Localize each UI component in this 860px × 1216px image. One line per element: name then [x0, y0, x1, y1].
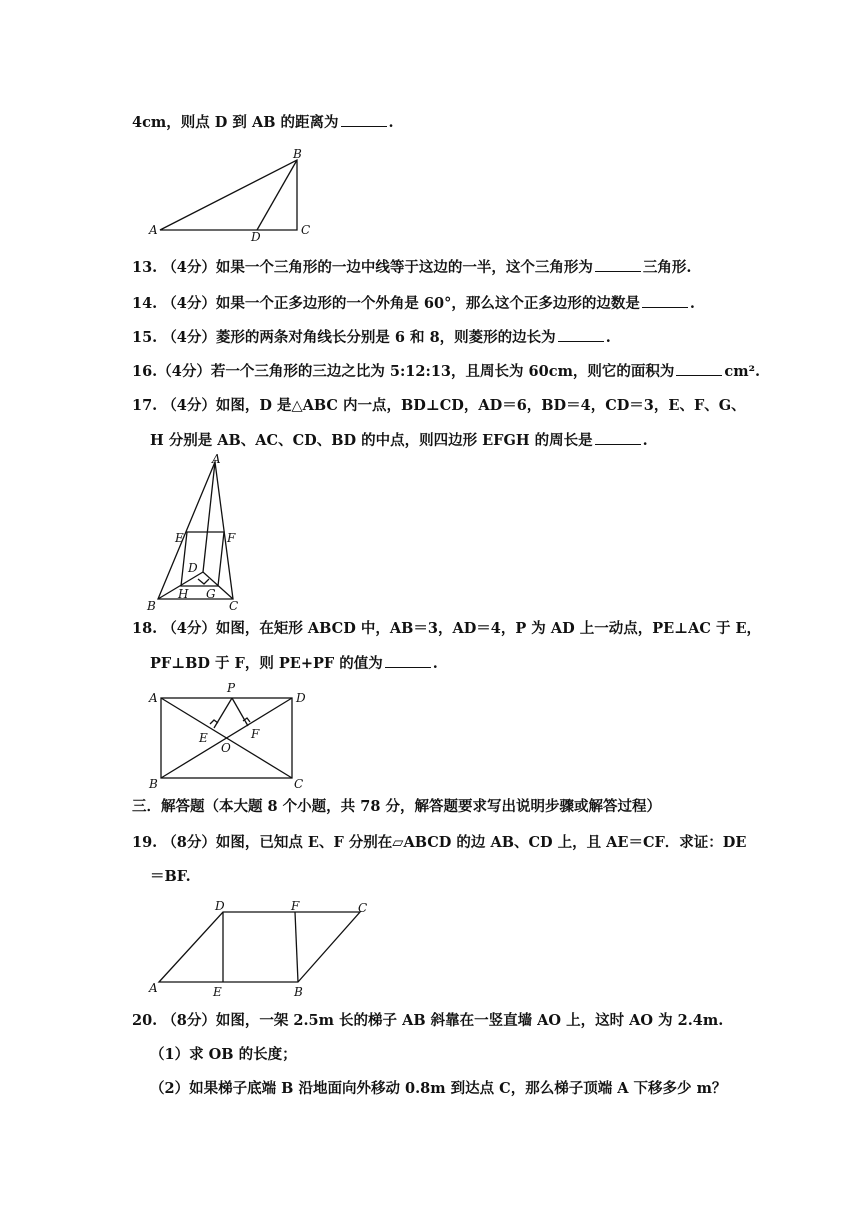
label-d: D: [188, 561, 198, 575]
question-19-line1: [132, 833, 746, 853]
q20-text: 20. （8分）如图，一架 2.5m 长的梯子 AB 斜靠在一竖直墙 AO 上，这时 AO 为 2.4m.: [132, 1012, 724, 1029]
q14-text: 14. （4分）如果一个正多边形的一个外角是 60°，那么这个正多边形的边数是: [132, 295, 640, 312]
figure-triangle-abd: [145, 142, 325, 246]
question-17-line2: [150, 430, 648, 451]
label-e: E: [199, 731, 208, 745]
answer-blank: [595, 257, 641, 272]
label-c: C: [301, 223, 311, 237]
segment-pe: [214, 698, 232, 728]
q18-text-b: PF⊥BD 于 F，则 PE+PF 的值为: [150, 655, 383, 672]
label-c: C: [229, 599, 239, 613]
question-14: [132, 293, 695, 314]
label-f: F: [251, 727, 260, 741]
label-f: F: [227, 531, 236, 545]
q20-part1-text: （1）求 OB 的长度；: [150, 1046, 297, 1063]
answer-blank: [595, 430, 641, 445]
q19-text-a: 19. （8分）如图，已知点 E、F 分别在▱ABCD 的边 AB、CD 上，且 AE＝CF．求证：DE: [132, 834, 747, 851]
label-e: E: [175, 531, 184, 545]
question-13: [132, 257, 691, 278]
label-b: B: [149, 777, 158, 790]
label-g: G: [206, 587, 216, 601]
q15-text: 15. （4分）菱形的两条对角线长分别是 6 和 8，则菱形的边长为: [132, 329, 556, 346]
question-20-part1: [150, 1045, 297, 1065]
figure-quadrilateral-efgh: [143, 452, 253, 618]
q16-text: 16.（4分）若一个三角形的三边之比为 5:12:13，且周长为 60cm，则它的面积为: [132, 363, 675, 380]
label-p: P: [227, 681, 236, 695]
question-20: [132, 1011, 723, 1031]
answer-blank: [341, 112, 387, 127]
question-16: [132, 361, 760, 382]
label-a: A: [149, 691, 158, 705]
label-a: A: [212, 452, 221, 466]
segment-ad: [203, 462, 215, 572]
label-d: D: [251, 230, 261, 242]
q12-end: .: [388, 114, 394, 131]
q17-text-b: H 分别是 AB、AC、CD、BD 的中点，则四边形 EFGH 的周长是: [150, 432, 593, 449]
parallelogram-abcd: [159, 912, 360, 982]
right-angle-marker-d: [198, 579, 209, 584]
question-17-line1: [132, 396, 746, 416]
answer-blank: [385, 653, 431, 668]
q16-end: cm².: [724, 363, 760, 380]
label-a: A: [149, 981, 158, 995]
quadrilateral-efgh: [181, 532, 224, 586]
label-b: B: [294, 985, 303, 999]
q18-text-a: 18. （4分）如图，在矩形 ABCD 中，AB＝3，AD＝4，P 为 AD 上一动点，PE⊥AC 于 E，: [132, 620, 762, 637]
segment-bf: [295, 912, 298, 982]
label-b: B: [147, 599, 156, 613]
label-d: D: [215, 899, 225, 913]
q20-part2-text: （2）如果梯子底端 B 沿地面向外移动 0.8m 到达点 C，那么梯子顶端 A 下移多少 m？: [150, 1080, 727, 1097]
q17-end: .: [642, 432, 648, 449]
answer-blank: [642, 293, 688, 308]
answer-blank: [676, 361, 722, 376]
figure-rectangle-abcd: [146, 680, 312, 794]
q19-text-b: ＝BF.: [150, 868, 191, 885]
triangle-abc: [158, 462, 233, 599]
answer-blank: [558, 327, 604, 342]
label-e: E: [213, 985, 222, 999]
q12-text: 4cm，则点 D 到 AB 的距离为: [132, 114, 339, 131]
label-d: D: [296, 691, 306, 705]
q13-text: 13. （4分）如果一个三角形的一边中线等于这边的一半，这个三角形为: [132, 259, 593, 276]
label-b: B: [293, 147, 302, 161]
label-c: C: [358, 901, 368, 915]
figure-parallelogram-abcd: [146, 896, 382, 1006]
q12-continuation: [132, 112, 394, 133]
question-15: [132, 327, 611, 348]
label-o: O: [221, 741, 231, 755]
question-18-line2: [150, 653, 438, 674]
q15-end: .: [605, 329, 611, 346]
question-20-part2: [150, 1079, 726, 1099]
question-18-line1: [132, 619, 761, 639]
question-19-line2: [150, 867, 191, 887]
label-f: F: [291, 899, 300, 913]
q17-text-a: 17. （4分）如图，D 是△ABC 内一点，BD⊥CD，AD＝6，BD＝4，CD＝3，E、F、G、: [132, 397, 746, 414]
q13-end: 三角形.: [642, 259, 692, 276]
label-h: H: [178, 587, 189, 601]
section-3-title: 三．解答题（本大题 8 个小题，共 78 分，解答题要求写出说明步骤或解答过程）: [132, 798, 661, 815]
label-c: C: [294, 777, 304, 790]
q18-end: .: [432, 655, 438, 672]
q14-end: .: [689, 295, 695, 312]
segment-pf: [232, 698, 248, 726]
section-3-heading: [132, 797, 661, 817]
label-a: A: [149, 223, 158, 237]
